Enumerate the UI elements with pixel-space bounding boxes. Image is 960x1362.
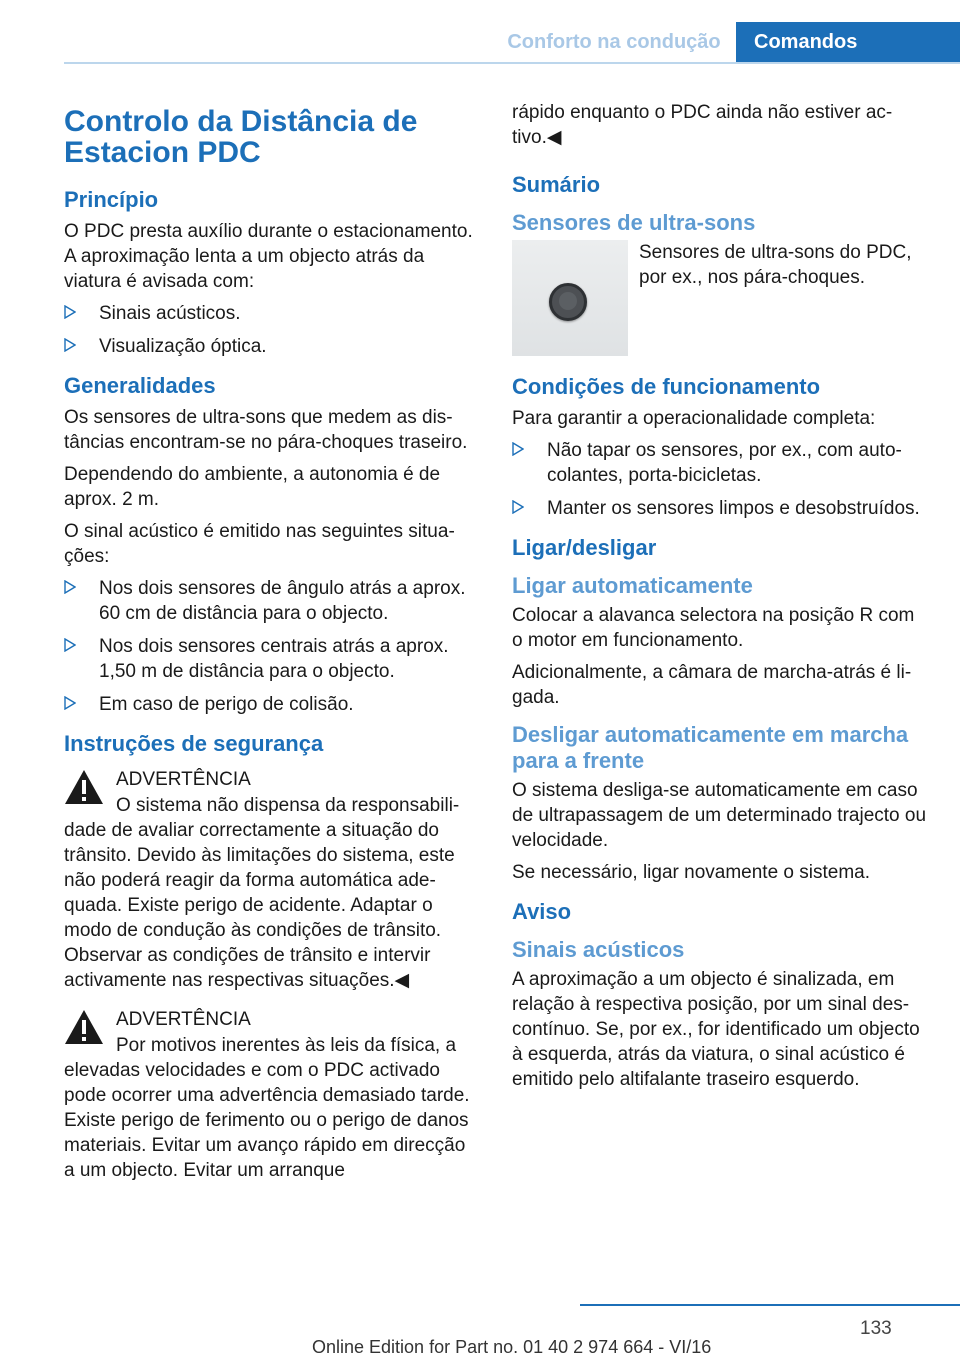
list-item-text: Visualização óptica.	[99, 336, 267, 357]
general-heading: Generalidades	[64, 373, 216, 398]
safety-heading: Instruções de segurança	[64, 731, 324, 756]
auto-off-heading: Desligar automaticamente em marcha para a frente	[512, 722, 909, 773]
triangle-bullet-icon	[64, 696, 76, 710]
chapter-tab[interactable]: Comandos	[736, 22, 960, 62]
ultrasonic-sensor-image	[512, 240, 628, 356]
acoustic-text: A aproximação a um objecto é sinalizada, em relação à respectiva posição, por um sinal descontínuo. Se, por ex., for identificado um objecto à esquerda, atrás da viatura, o sinal acústico é emitido pelo altifalante traseiro esquerdo.	[512, 969, 920, 1090]
warning-block	[64, 767, 480, 993]
sensor-figure	[512, 240, 928, 356]
list-item	[64, 692, 480, 717]
page-title: Controlo da Distância de Estacion PDC	[64, 105, 418, 169]
conditions-text: Para garantir a operacionalidade completa:	[512, 408, 876, 429]
conditions-list	[512, 438, 928, 521]
list-item	[512, 438, 928, 488]
auto-off-text-1: O sistema desliga-se automaticamente em caso de ultrapassagem de um determinado trajecto ou velocidade.	[512, 780, 927, 851]
auto-on-text-1: Colocar a alavanca selectora na posição R com o motor em funcionamento.	[512, 605, 915, 651]
edition-note: Online Edition for Part no. 01 40 2 974 664 - VI/16	[312, 1337, 712, 1357]
header-rule	[64, 62, 960, 64]
sensors-text: Sensores de ultra-sons do PDC, por ex., nos pára-choques.	[639, 242, 912, 288]
warning-block	[64, 1007, 480, 1183]
auto-off-text-2: Se necessário, ligar novamente o sistema.	[512, 862, 871, 883]
list-item-text: Não tapar os sensores, por ex., com autocolantes, porta-bicicletas.	[547, 440, 902, 486]
warning-triangle-icon	[64, 769, 104, 805]
list-item-text: Manter os sensores limpos e desobstruídos.	[547, 498, 920, 519]
warning-triangle-icon	[64, 1009, 104, 1045]
warning-text: O sistema não dispensa da responsabilidade de avaliar correctamente a situação do trânsito. Devido às limitações do sistema, este não poderá reagir da forma automática adequada. Existe perigo de acidente. Adaptar o modo de condução às condições de trânsito. Observar as condições de trânsito e intervir activamente nas respectivas situações.◀	[64, 795, 460, 991]
list-item	[64, 634, 480, 684]
list-item-text: Sinais acústicos.	[99, 303, 241, 324]
list-item-text: Nos dois sensores centrais atrás a aprox. 1,50 m de distância para o objecto.	[99, 636, 449, 682]
triangle-bullet-icon	[512, 442, 524, 456]
footer-rule	[580, 1304, 960, 1306]
notice-heading: Aviso	[512, 899, 572, 924]
principle-heading: Princípio	[64, 187, 159, 212]
continuation-text: rápido enquanto o PDC ainda não estiver activo.◀	[512, 102, 893, 148]
triangle-bullet-icon	[64, 338, 76, 352]
principle-list	[64, 301, 480, 359]
triangle-bullet-icon	[64, 638, 76, 652]
auto-on-heading: Ligar automaticamente	[512, 573, 753, 598]
list-item	[64, 576, 480, 626]
warning-title: ADVERTÊNCIA	[116, 769, 251, 790]
warning-text: Por motivos inerentes às leis da física, a elevadas velocidades e com o PDC activado pode ocorrer uma advertência demasiado tarde. Existe perigo de ferimento ou o perigo de danos materiais. Evitar um avanço rápido em direcção a um objecto. Evitar um arranque	[64, 1035, 470, 1181]
list-item	[64, 334, 480, 359]
general-text-3: O sinal acústico é emitido nas seguintes situações:	[64, 521, 455, 567]
principle-text: O PDC presta auxílio durante o estacionamento. A aproximação lenta a um objecto atrás da viatura é avisada com:	[64, 221, 473, 292]
left-column	[64, 100, 480, 1197]
triangle-bullet-icon	[64, 580, 76, 594]
section-tab[interactable]: Conforto na condução	[507, 31, 721, 53]
conditions-heading: Condições de funcionamento	[512, 374, 821, 399]
general-text-1: Os sensores de ultra-sons que medem as distâncias encontram-se no pára-choques traseiro.	[64, 407, 468, 453]
list-item	[64, 301, 480, 326]
auto-on-text-2: Adicionalmente, a câmara de marcha-atrás é ligada.	[512, 662, 912, 708]
triangle-bullet-icon	[512, 500, 524, 514]
onoff-heading: Ligar/desligar	[512, 535, 657, 560]
page-number: 133	[860, 1318, 892, 1339]
overview-heading: Sumário	[512, 172, 601, 197]
sensors-heading: Sensores de ultra-sons	[512, 210, 756, 235]
general-list	[64, 576, 480, 717]
general-text-2: Dependendo do ambiente, a autonomia é de aprox. 2 m.	[64, 464, 441, 510]
list-item-text: Nos dois sensores de ângulo atrás a aprox. 60 cm de distância para o objecto.	[99, 578, 466, 624]
right-column	[512, 100, 928, 1099]
acoustic-heading: Sinais acústicos	[512, 937, 685, 962]
triangle-bullet-icon	[64, 305, 76, 319]
list-item	[512, 496, 928, 521]
list-item-text: Em caso de perigo de colisão.	[99, 694, 354, 715]
warning-title: ADVERTÊNCIA	[116, 1009, 251, 1030]
